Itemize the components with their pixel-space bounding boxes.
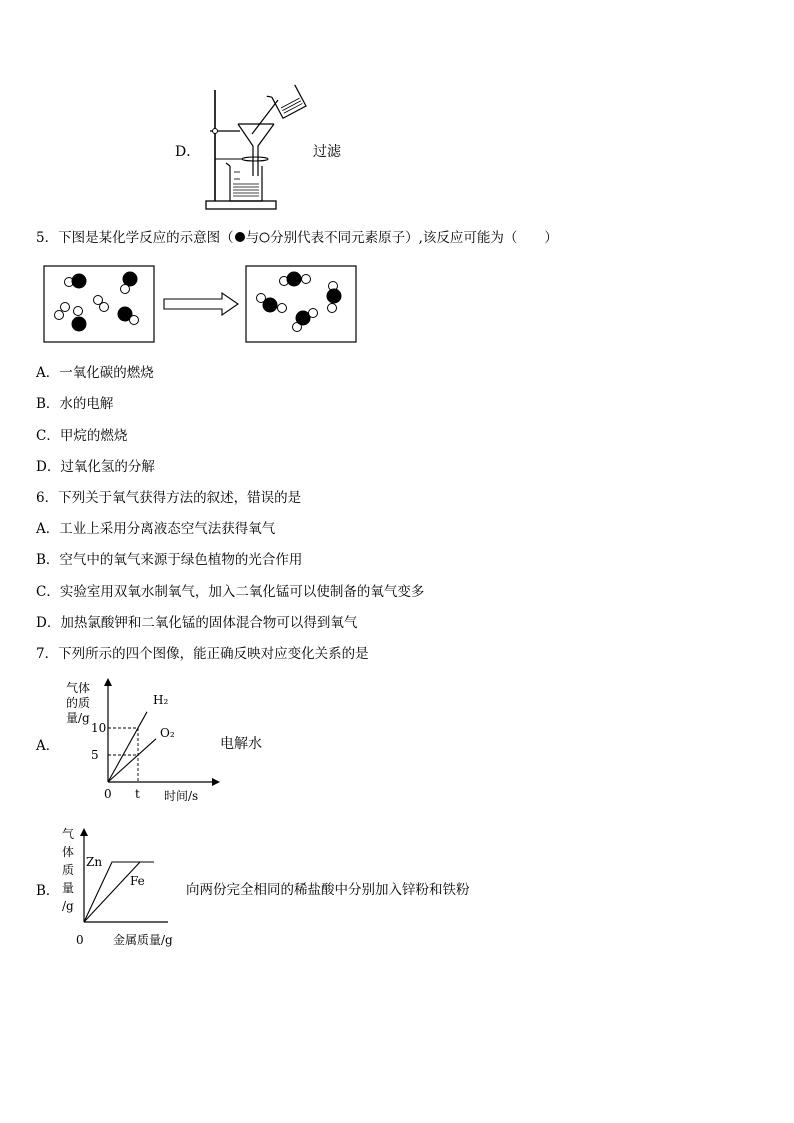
q7-option-a-caption: 电解水	[220, 736, 262, 752]
filled-atom-icon	[234, 231, 246, 243]
q6-stem: 6．下列关于氧气获得方法的叙述，错误的是	[36, 490, 302, 506]
q7-option-b-caption: 向两份完全相同的稀盐酸中分别加入锌粉和铁粉	[186, 882, 470, 898]
y-axis-label: 气	[62, 827, 75, 841]
q7-stem: 7．下列所示的四个图像，能正确反映对应变化关系的是	[36, 646, 369, 662]
q5-stem	[36, 229, 558, 247]
q6-option-d: D．加热氯酸钾和二氧化锰的固体混合物可以得到氧气	[36, 615, 358, 631]
origin-label: 0	[76, 933, 84, 947]
chart-metal-with-acid	[56, 824, 196, 954]
origin-label: 0	[104, 787, 112, 801]
q6-option-a: A．工业上采用分离液态空气法获得氧气	[36, 521, 276, 537]
series-label: Fe	[130, 874, 145, 888]
y-axis-label: 量	[62, 881, 75, 895]
y-tick-label: 5	[91, 748, 99, 762]
y-axis-label: 气体	[66, 681, 91, 695]
q5-option-c: C．甲烷的燃烧	[36, 428, 128, 444]
q5-option-a: A．一氧化碳的燃烧	[36, 365, 154, 381]
y-axis-arrow	[104, 678, 112, 686]
series-line-fe	[84, 862, 154, 922]
series-line-h2	[108, 712, 147, 782]
series-label: O₂	[160, 725, 175, 740]
filtration-apparatus-illustration	[200, 84, 320, 214]
y-axis-arrow	[80, 828, 88, 836]
q4-option-d-caption: 过滤	[313, 144, 341, 160]
q4-option-d-label: D．	[175, 144, 201, 160]
x-tick-label: t	[135, 787, 140, 801]
y-axis-label: 体	[62, 845, 75, 859]
x-axis-arrow	[212, 778, 220, 786]
series-label: H₂	[153, 692, 169, 707]
y-axis-label: 质	[62, 863, 75, 877]
y-tick-label: 10	[91, 721, 107, 735]
y-axis-label: 的质	[66, 696, 91, 710]
q5-stem-pre: 5．下图是某化学反应的示意图（	[36, 230, 234, 246]
hollow-atom-icon	[259, 232, 270, 243]
q6-option-b: B．空气中的氧气来源于绿色植物的光合作用	[36, 552, 303, 568]
q7-option-a-label: A．	[36, 738, 60, 754]
chart-electrolysis-of-water	[56, 676, 226, 806]
x-axis-label: 金属质量/g	[113, 933, 173, 947]
y-axis-label: /g	[62, 899, 74, 913]
q5-stem-post: 分别代表不同元素原子）,该反应可能为（ ）	[270, 230, 558, 246]
series-line-zn	[84, 862, 154, 922]
q7-option-b-label: B．	[36, 883, 60, 899]
q5-option-d: D．过氧化氢的分解	[36, 459, 155, 475]
series-label: Zn	[86, 855, 103, 869]
reaction-diagram	[40, 262, 360, 346]
q5-option-b: B．水的电解	[36, 396, 114, 412]
q5-stem-mid: 与	[245, 230, 260, 246]
y-axis-label: 量/g	[66, 711, 90, 725]
q6-option-c: C．实验室用双氧水制氧气，加入二氧化锰可以使制备的氧气变多	[36, 584, 425, 600]
series-line-o2	[108, 739, 156, 782]
x-axis-label: 时间/s	[164, 789, 199, 803]
